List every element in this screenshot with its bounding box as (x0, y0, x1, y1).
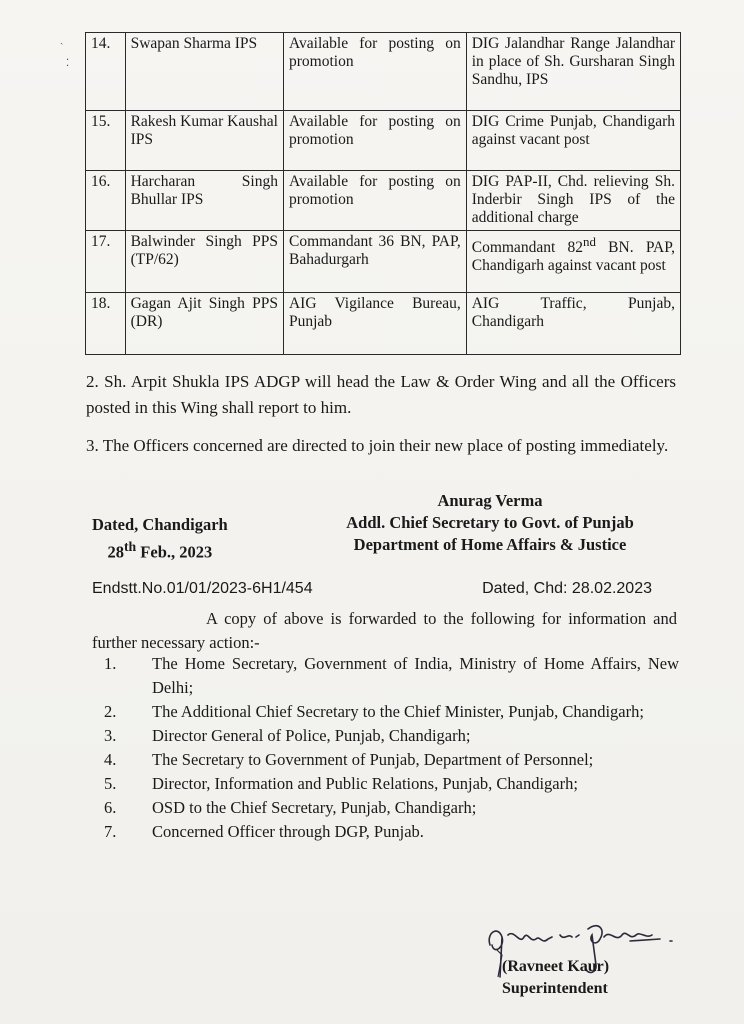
signatory-block (300, 490, 680, 556)
list-item-number: 1. (104, 654, 117, 673)
table-row (86, 111, 681, 171)
new-posting: DIG PAP-II, Chd. relieving Sh. Inderbir Singh IPS of the additional charge (466, 171, 680, 231)
row-number: 15. (86, 111, 126, 171)
endorsement-date: Dated, Chd: 28.02.2023 (482, 580, 652, 597)
new-posting: DIG Jalandhar Range Jalandhar in place of Sh. Gursharan Singh Sandhu, IPS (466, 33, 680, 111)
officer-name: Swapan Sharma IPS (125, 33, 283, 111)
forward-text (92, 607, 677, 655)
new-posting-rest: BN. PAP, Chandigarh against vacant post (471, 239, 675, 275)
row-number: 14. (86, 33, 126, 111)
current-posting: Available for posting on promotion (283, 111, 466, 171)
signer-designation: Superintendent (502, 980, 608, 997)
current-posting: AIG Vigilance Bureau, Punjab (283, 293, 466, 355)
table-row (86, 231, 681, 293)
list-item-text: The Additional Chief Secretary to the Chief Minister, Punjab, Chandigarh; (152, 702, 644, 721)
margin-mark: ⁚ (66, 58, 70, 69)
list-item-number: 2. (104, 702, 117, 721)
endorsement-line (92, 580, 652, 598)
forward-text-content: A copy of above is forwarded to the following for information and further necessary action:- (92, 609, 677, 652)
row-number: 18. (86, 293, 126, 355)
row-number: 17. (86, 231, 126, 293)
list-item (104, 796, 679, 820)
list-item-number: 3. (104, 726, 117, 745)
table-row (86, 33, 681, 111)
list-item (104, 700, 679, 724)
paragraph-3: 3. The Officers concerned are directed to join their new place of posting immediately. (86, 436, 669, 455)
signatory-name: Anurag Verma (437, 491, 543, 510)
new-posting: DIG Crime Punjab, Chandigarh against vacant post (466, 111, 680, 171)
list-item-text: The Secretary to Government of Punjab, Department of Personnel; (152, 750, 594, 769)
date-month-year: Feb., 2023 (136, 542, 213, 562)
row-number: 16. (86, 171, 126, 231)
table-row (86, 171, 681, 231)
officer-name: Rakesh Kumar Kaushal IPS (125, 111, 283, 171)
list-item-number: 5. (104, 774, 117, 793)
signer-block (502, 956, 609, 1000)
list-item-number: 4. (104, 750, 117, 769)
table-row (86, 293, 681, 355)
signatory-designation: Addl. Chief Secretary to Govt. of Punjab (346, 513, 634, 532)
margin-mark: ˎ (60, 34, 64, 45)
list-item-text: The Home Secretary, Government of India, Ministry of Home Affairs, New Delhi; (152, 654, 679, 697)
list-item-text: OSD to the Chief Secretary, Punjab, Chandigarh; (152, 798, 477, 817)
list-item-text: Director General of Police, Punjab, Chandigarh; (152, 726, 471, 745)
new-posting: AIG Traffic, Punjab, Chandigarh (466, 293, 680, 355)
new-posting (466, 231, 680, 293)
date-day-suffix: th (123, 539, 137, 554)
ordinal-suffix: nd (583, 234, 596, 249)
list-item (104, 820, 679, 844)
current-posting: Available for posting on promotion (283, 171, 466, 231)
paragraph-2: 2. Sh. Arpit Shukla IPS ADGP will head the Law & Order Wing and all the Officers posted in this Wing shall report to him. (86, 372, 676, 417)
list-item-number: 7. (104, 822, 117, 841)
current-posting: Available for posting on promotion (283, 33, 466, 111)
list-item-text: Concerned Officer through DGP, Punjab. (152, 822, 424, 841)
current-posting: Commandant 36 BN, PAP, Bahadurgarh (283, 231, 466, 293)
dated-block (92, 514, 228, 564)
officer-name: Harcharan Singh Bhullar IPS (125, 171, 283, 231)
list-item-text: Director, Information and Public Relations, Punjab, Chandigarh; (152, 774, 578, 793)
officer-name: Gagan Ajit Singh PPS (DR) (125, 293, 283, 355)
list-item (104, 724, 679, 748)
list-item (104, 772, 679, 796)
postings-table (85, 32, 681, 355)
signatory-department: Department of Home Affairs & Justice (353, 535, 627, 554)
date-day: 28 (107, 542, 124, 562)
new-posting-prefix: Commandant 82 (471, 239, 584, 257)
endorsement-number: Endstt.No.01/01/2023-6H1/454 (92, 580, 313, 597)
list-item-number: 6. (104, 798, 117, 817)
signer-name: (Ravneet Kaur) (502, 958, 610, 975)
list-item (104, 652, 679, 700)
officer-name: Balwinder Singh PPS (TP/62) (125, 231, 283, 293)
dated-date (92, 536, 228, 564)
dated-place: Dated, Chandigarh (92, 515, 228, 534)
list-item (104, 748, 679, 772)
recipient-list (104, 652, 679, 844)
